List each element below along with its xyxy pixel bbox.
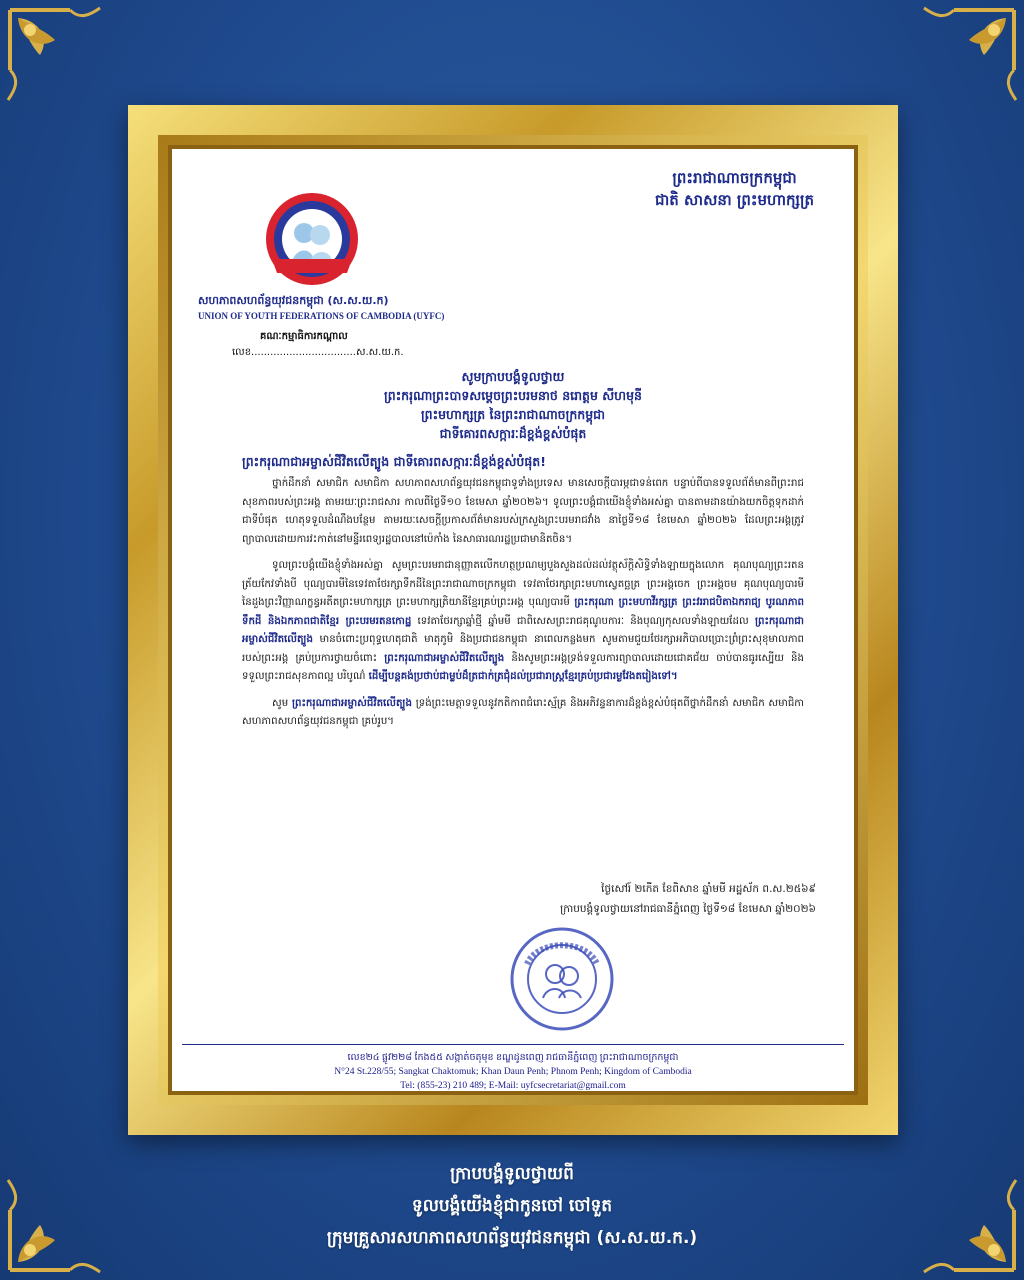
text-run: ទ្រង់ព្រះមេត្តាទទួលនូវកតិកាពជំរោះស្ម័គ្រ និងអភិវន្ទនាការដ៏ខ្ពង់ខ្ពស់បំផុតពីថ្នាក់ដឹកនាំ សមាជិក សមាជិកា សហភាពសហព័ន្ធយុវជនកម្ពុជា គ្រប់រូប។ [242, 697, 804, 727]
paragraph [242, 557, 804, 687]
bold-run: ព្រះករុណាជាអម្ចាស់ជីវិតលើត្បូង [242, 615, 804, 645]
text-run: ទូលព្រះបង្គំយើងខ្ញុំទាំងអស់គ្នា សូមព្រះបរមរាជានុញ្ញាតលើកហត្ថប្រណម្យបួងសួងដល់ដល់វត្ថុស័ក្តិសិទ្ធិទាំងឡាយក្នុងលោក គុណបុណ្យព្រះរតនត្រ័យកែវទាំងបី បុណ្យបារមីនៃទេវតាថែរក្សាទឹកដីនៃព្រះរាជាណាចក្រកម្ពុជា ទេវតាថែរក្សាព្រះមហាស្វេតច្ឆត្រ ព្រះអង្គចេក ព្រះអង្គចម គុណបុណ្យបារមីនៃដួងព្រះវិញ្ញាណក្ខន្ធអតីតព្រះមហាក្សត្រ ព្រះមហាក្សត្រិយានីខ្មែរគ្រប់ព្រះអង្គ បុណ្យបារមី [242, 560, 804, 608]
date-block [560, 879, 816, 919]
footer-divider [182, 1044, 844, 1045]
frame-border [168, 145, 858, 1095]
uyfc-logo-icon [262, 189, 362, 289]
text-run: សូម [272, 697, 292, 709]
frame-molding [158, 135, 868, 1105]
gold-frame [128, 105, 898, 1135]
committee-name: គណៈកម្មាធិការកណ្ដាល [260, 331, 348, 342]
letter-body [242, 475, 804, 740]
lunar-date: ថ្ងៃសៅរ៍ ២កើត ខែពិសាខ ឆ្នាំមមី អដ្ឋស័ក ព.ស.២៥៦៩ [601, 883, 816, 895]
text-run: ទេវតាថែរក្សាឆ្នាំថ្មី ឆ្នាំមមី ជាពិសេសព្រះរាជគុណូបការៈ និងបុណ្យកុសលទាំងឡាយដែល [411, 615, 755, 627]
sender-caption [0, 1158, 1024, 1254]
footer-address [172, 1051, 854, 1091]
address-english: N°24 St.228/55; Sangkat Chaktomuk; Khan Daun Penh; Phnom Penh; Kingdom of Cambodia [334, 1067, 692, 1077]
text-run: មានចំពោះប្រពុទ្ធហេតុជាតិ មាតុភូមិ និងប្រជាជនកម្ពុជា នាពេលកន្លងមក សូមតាមជួយថែរក្សាអភិបាលប្រោះព្រំព្រះសុខុមាលភាពរបស់ព្រះអង្គ គ្រប់ប្រការថ្វាយចំពោះ [242, 634, 804, 664]
org-name-english: UNION OF YOUTH FEDERATIONS OF CAMBODIA (UYFC) [198, 311, 445, 321]
corner-ornament-icon [904, 0, 1024, 120]
org-name-khmer: សហភាពសហព័ន្ធយុវជនកម្ពុជា (ស.ស.យ.ក) [198, 294, 389, 307]
letter-paper [172, 149, 854, 1091]
addressee-block [172, 367, 854, 443]
text-run: និងសូមព្រះអង្គទ្រង់ទទួលការព្យាបាលដោយជោគជ័យ ចាប់បានធូរស្បើយ និងទទួលព្រះរាជសុខភាពល្អ បរិបូណ៌ [242, 652, 804, 682]
contact-line: Tel: (855-23) 210 489; E-Mail: uyfcsecretariat@gmail.com [400, 1081, 626, 1091]
salutation: ព្រះករុណាជាអម្ចាស់ជីវិតលើត្បូង ជាទីគោរពសក្ការៈដ៏ខ្ពង់ខ្ពស់បំផុត! [242, 454, 546, 469]
paragraph: ថ្នាក់ដឹកនាំ សមាជិក សមាជិកា សហភាពសហព័ន្ធយុវជនកម្ពុជាទូទាំងប្រទេស មានសេចក្ដីបារម្ភជាទន់ពេក បន្ទាប់ពីបានទទួលព័ត៌មានពីព្រះរាជសុខភាពរបស់ព្រះអង្គ តាមរយៈព្រះរាជសារ កាលពីថ្ងៃទី១០ ខែមេសា ឆ្នាំ២០២៦។ ទូលព្រះបង្គំជាយើងខ្ញុំទាំងអស់គ្នា បានតាមដានយ៉ាងយកចិត្តទុកដាក់ជាទីបំផុត ហេតុទទួលដំណឹងបន្ថែម តាមរយៈសេចក្ដីប្រកាសព័ត៌មានរបស់ក្រសួងព្រះបរមរាជវាំង នាថ្ងៃទី១៨ ខែមេសា ឆ្នាំ២០២៦ ដែលព្រះអង្គត្រូវព្យាបាលដោយការវះកាត់នៅមន្ទីរពេទ្យរដ្ឋបាលនៅប៉េកាំង នៃសាធារណរដ្ឋប្រជាមានិតចិន។ [242, 478, 804, 545]
corner-ornament-icon [0, 0, 120, 120]
reference-number: លេខ.................................ស.ស.យ.ក. [232, 347, 404, 358]
addressee-line: ព្រះករុណាព្រះបាទសម្តេចព្រះបរមនាថ នរោត្តម សីហមុនី [384, 388, 642, 403]
addressee-line: សូមក្រាបបង្គំទូលថ្វាយ [461, 369, 565, 384]
addressee-line: ព្រះមហាក្សត្រ នៃព្រះរាជាណាចក្រកម្ពុជា [420, 407, 606, 422]
addressee-line: ជាទីគោរពសក្ការៈដ៏ខ្ពង់ខ្ពស់បំផុត [439, 426, 587, 441]
caption-line: ទូលបង្គំយើងខ្ញុំជាកូនចៅ ចៅទួត [411, 1196, 613, 1216]
caption-line: ក្រុមគ្រួសារសហភាពសហព័ន្ធយុវជនកម្ពុជា (ស.ស.យ.ក.) [326, 1228, 698, 1248]
caption-line: ក្រាបបង្គំទូលថ្វាយពី [450, 1164, 574, 1184]
kingdom-name: ព្រះរាជាណាចក្រកម្ពុជា [672, 169, 797, 187]
bold-run: ព្រះករុណាជាអម្ចាស់ជីវិតលើត្បូង [384, 652, 505, 664]
bold-run: ព្រះករុណា ព្រះមហាវីរក្សត្រ ព្រះវររាជបិតាឯករាជ្យ បូរណភាពទឹកដី និងឯកភាពជាតិខ្មែរ ព្រះបរមរតនកោដ្ឋ [242, 597, 804, 627]
address-khmer: លេខ២៤ ផ្លូវ២២៨ កែង៥៥ សង្កាត់ចតុមុខ ខណ្ឌដូនពេញ រាជធានីភ្នំពេញ ព្រះរាជាណាចក្រកម្ពុជា [347, 1053, 679, 1063]
solar-date: ក្រាបបង្គំទូលថ្វាយនៅរាជធានីភ្នំពេញ ថ្ងៃទី១៨ ខែមេសា ឆ្នាំ២០២៦ [560, 903, 816, 915]
bold-run: ដើម្បីបន្តគង់ប្រថាប់ជាម្លប់ដ៏ត្រជាក់ត្រជុំដល់ប្រជារាស្ត្រខ្មែរគ្រប់ប្រជារម្ងវែងតរៀងទៅ។ [368, 671, 678, 682]
kingdom-header [655, 167, 814, 211]
kingdom-motto: ជាតិ សាសនា ព្រះមហាក្សត្រ [655, 191, 814, 209]
bold-run: ព្រះករុណាជាអម្ចាស់ជីវិតលើត្បូង [291, 697, 412, 709]
official-stamp-icon [507, 924, 617, 1034]
paragraph [242, 695, 804, 732]
